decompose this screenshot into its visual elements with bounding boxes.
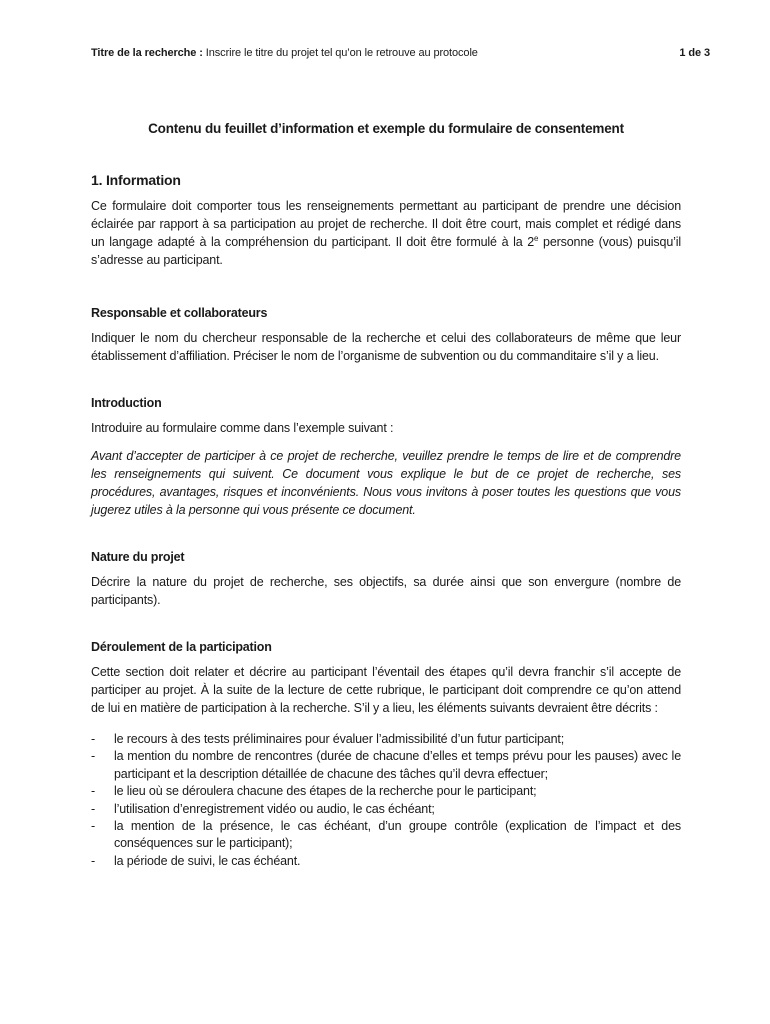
page-indicator: 1 de 3 [679,47,710,59]
list-item [91,853,681,870]
list-item-text: l’utilisation d’enregistrement vidéo ou audio, le cas échéant; [114,801,435,816]
information-paragraph [91,197,681,269]
list-item-text: la mention de la présence, le cas échéant, d’un groupe contrôle (explication de l’impact et des conséquences sur le participant); [114,819,681,851]
section-heading-introduction: Introduction [91,396,162,410]
responsables-paragraph: Indiquer le nom du chercheur responsable de la recherche et celui des collaborateurs de même que leur établissement d’affiliation. Préciser le nom de l’organisme de subvention ou du commanditaire s’il y a lieu. [91,331,681,363]
information-text-part2: personne (vous) puisqu’il s’adresse au participant. [91,235,682,267]
information-text-part1: Ce formulaire doit comporter tous les renseignements permettant au participant de prendre une décision éclairée par rapport à sa participation au projet de recherche. Il doit être court, mais complet et rédigé dans un langage adapté à la compréhension du participant. Il doit être formulé à la 2 [91,199,681,249]
information-superscript: e [534,233,539,243]
list-item-text: le recours à des tests préliminaires pour évaluer l’admissibilité d’un futur participant; [114,732,565,746]
section-heading-information: 1. Information [91,172,181,188]
introduction-example-paragraph: Avant d’accepter de participer à ce projet de recherche, veuillez prendre le temps de lire et de comprendre les renseignements qui suivent. Ce document vous explique le but de ce projet de recherche, ses procédures, avantages, risques et inconvénients. Nous vous invitons à poser toutes les questions que vous jugerez utiles à la personne qui vous présente ce document. [91,449,681,517]
deroulement-list [91,731,681,870]
document-title: Contenu du feuillet d’information et exemple du formulaire de consentement [148,121,624,136]
section-heading-responsables: Responsable et collaborateurs [91,306,268,320]
header-title-line [91,46,478,60]
list-bullet: - [91,801,96,816]
list-item [91,731,681,748]
list-item [91,818,681,853]
nature-paragraph: Décrire la nature du projet de recherche, ses objectifs, sa durée ainsi que son envergure (nombre de participants). [91,575,681,607]
section-heading-deroulement: Déroulement de la participation [91,640,272,654]
list-item [91,748,681,783]
section-heading-nature: Nature du projet [91,550,185,564]
list-bullet: - [91,732,96,746]
header-title-value: Inscrire le titre du projet tel qu’on le retrouve au protocole [205,47,478,59]
list-item-text: la période de suivi, le cas échéant. [114,853,301,868]
introduction-paragraph: Introduire au formulaire comme dans l’exemple suivant : [91,421,394,435]
document-body [91,120,681,870]
list-item [91,783,681,800]
list-item-text: le lieu où se déroulera chacune des étapes de la recherche pour le participant; [114,784,537,799]
running-header [91,46,710,60]
list-item [91,801,681,818]
deroulement-paragraph: Cette section doit relater et décrire au participant l’éventail des étapes qu’il devra franchir s’il accepte de participer au projet. À la suite de la lecture de cette rubrique, le participant doit comprendre ce qu’on attend de lui en matière de participation à la recherche. S’il y a lieu, les éléments suivants devraient être décrits : [91,665,681,715]
list-bullet: - [91,819,96,834]
list-bullet: - [91,853,96,868]
header-title-label: Titre de la recherche : [91,47,203,59]
list-bullet: - [91,749,96,764]
list-bullet: - [91,784,96,799]
list-item-text: la mention du nombre de rencontres (durée de chacune d’elles et temps prévu pour les pauses) avec le participant et la description détaillée de chacune des tâches qu’il devra effectuer; [114,749,681,781]
